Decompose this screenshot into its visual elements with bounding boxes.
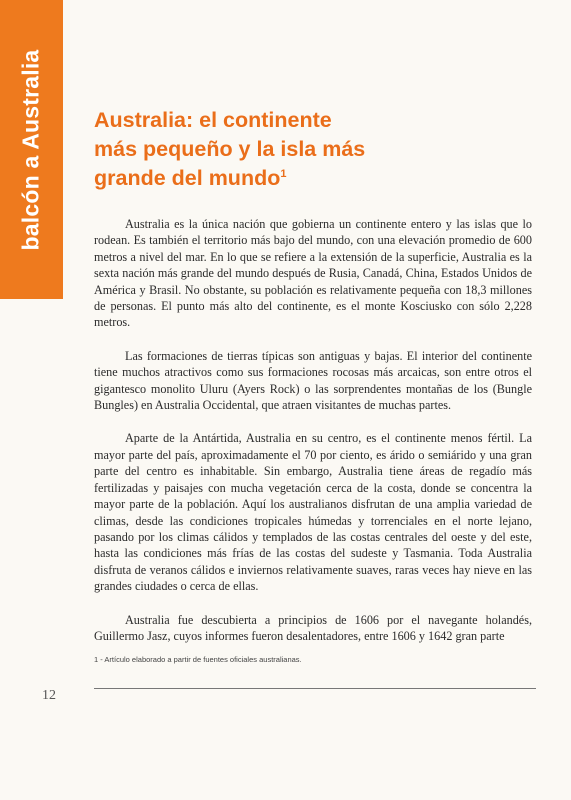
- section-label: balcón a Australia: [17, 49, 44, 251]
- footnote: 1 - Artículo elaborado a partir de fuentes oficiales australianas.: [94, 655, 302, 664]
- page-number: 12: [42, 688, 56, 703]
- title-line-2: más pequeño y la isla más: [94, 137, 366, 161]
- paragraph-4: Australia fue descubierta a principios de 1606 por el navegante holandés, Guillermo Jasz, cuyos informes fueron desalentadores, entre 1606 y 1642 gran parte: [94, 612, 532, 643]
- article-title: [94, 106, 474, 193]
- paragraph-2: Las formaciones de tierras típicas son antiguas y bajas. El interior del continente tiene muchos atractivos como sus formaciones rocosas más arcaicas, son entre otros el gigantesco monolito Uluru (Ayers Rock) o las sorprendentes montañas de los (Bungle Bungles) en Australia Occidental, que atraen visitantes de muchas partes.: [94, 348, 532, 413]
- section-side-tab: [0, 0, 63, 299]
- title-line-1: Australia: el continente: [94, 108, 332, 132]
- footer-rule: [94, 688, 536, 689]
- title-line-3: grande del mundo: [94, 166, 281, 190]
- paragraph-3: Aparte de la Antártida, Australia en su centro, es el continente menos fértil. La mayor parte del país, aproximadamente el 70 por ciento, es árido o semiárido y una gran parte del centro es inhabitable. Sin embargo, Australia tiene áreas de regadío más fertilizadas y paisajes con mucha vegetación cerca de la costa, donde se concentra la mayor parte de la población. Aquí los australianos disfrutan de una amplia variedad de climas, desde las condiciones tropicales húmedas y torrenciales en el norte lejano, pasando por los climas cálidos y templados de las costas centrales del oeste y del este, hasta las condiciones más frías de las costas del sudeste y Tasmania. Toda Australia disfruta de veranos cálidos e inviernos relativamente suaves, raras veces hay nieve en las grandes ciudades o cerca de ellas.: [94, 431, 532, 594]
- title-footnote-ref: 1: [280, 167, 287, 180]
- article-body: [94, 216, 532, 644]
- paragraph-1: Australia es la única nación que gobierna un continente entero y las islas que lo rodean. Es también el territorio más bajo del mundo, con una elevación promedio de 600 metros a nivel del mar. En lo que se refiere a la extensión de la superficie, Australia es la sexta nación más grande del mundo después de Rusia, Canadá, China, Estados Unidos de América y Brasil. No obstante, su población es relativamente pequeña con 18,3 millones de personas. El punto más alto del continente, es el monte Kosciusko con sólo 2,228 metros.: [94, 217, 532, 330]
